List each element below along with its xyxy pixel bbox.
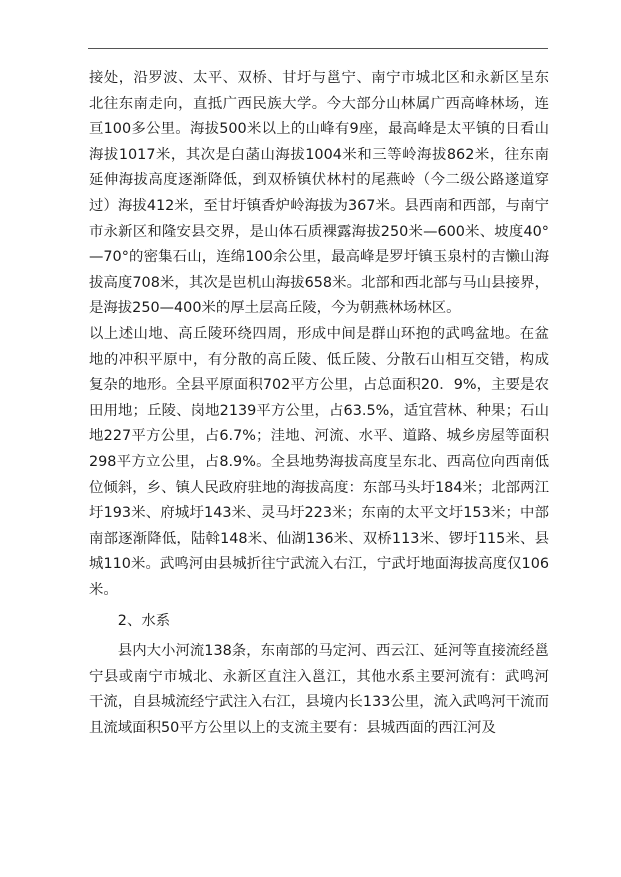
- paragraph-rivers: 县内大小河流138条，东南部的马定河、西云江、延河等直接流经邕宁县或南宁市城北、永新区直注入邕江，其他水系主要河流有：武鸣河干流，自县城流经宁武注入右江，县境内长133公里，流入武鸣河干流而且流域面积50平方公里以上的支流主要有：县城西面的西江河及: [89, 643, 549, 736]
- header-divider: [88, 48, 548, 49]
- section-heading-water-system: 2、水系: [117, 613, 171, 630]
- paragraph-terrain-basin: 以上述山地、高丘陵环绕四周，形成中间是群山环抱的武鸣盆地。在盆地的冲积平原中，有分散的高丘陵、低丘陵、分散石山相互交错，构成复杂的地形。全县平原面积702平方公里，占总面积20．9%，主要是农田用地；丘陵、岗地2139平方公里，占63.5%，适宜营林、种果；石山地227平方公里，占6.7%；洼地、河流、水平、道路、城乡房屋等面积298平方立公里，占8.9%。全县地势海拔高度呈东北、西高位向西南低位倾斜，乡、镇人民政府驻地的海拔高度：东部马头圩184米；北部两江圩193米、府城圩143米、灵马圩223米；东南的太平文圩153米；中部南部逐渐降低，陆斡148米、仙湖136米、双桥113米、锣圩115米、县城110米。武鸣河由县城折往宁武流入右江，宁武圩地面海拔高度仅106米。: [89, 325, 549, 598]
- paragraph-terrain-mountains: 接处，沿罗波、太平、双桥、甘圩与邕宁、南宁市城北区和永新区呈东北往东南走向，直抵广西民族大学。今大部分山林属广西高峰林场，连亘100多公里。海拔500米以上的山峰有9座，最高峰是太平镇的日看山海拔1017米，其次是白菡山海拔1004米和三等岭海拔862米，往东南延伸海拔高度逐渐降低，到双桥镇伏林村的尾燕岭（今二级公路遂道穿过）海拔412米，至甘圩镇香炉岭海拔为367米。县西南和西部，与南宁市永新区和隆安县交界，是山体石质裸露海拔250米—600米、坡度40°—70°的密集石山，连绵100余公里，最高峰是罗圩镇玉泉村的吉懒山海拔高度708米，其次是岜机山海拔658米。北部和西北部与马山县接界，是海拔250—400米的厚土层高丘陵，今为朝燕林场林区。: [89, 70, 549, 317]
- document-body: [89, 66, 549, 741]
